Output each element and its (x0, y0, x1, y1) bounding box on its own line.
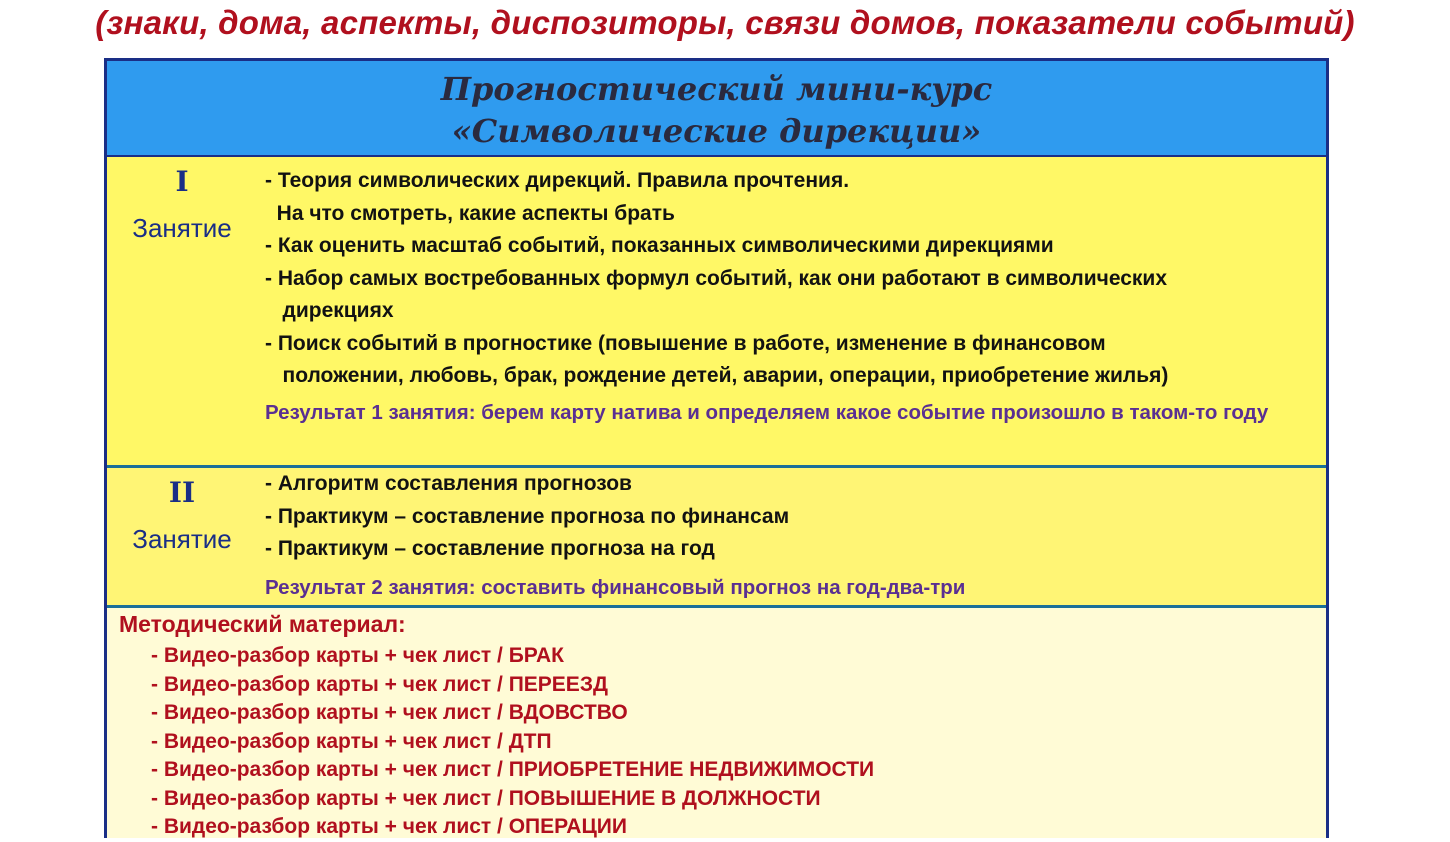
lesson-1-result: Результат 1 занятия: берем карту натива и определяем какое событие произошло в таком-то году (265, 401, 1269, 424)
list-item: - Практикум – составление прогноза по финансам (265, 504, 790, 528)
list-item: - Видео-разбор карты + чек лист / БРАК (151, 644, 564, 667)
list-item: - Видео-разбор карты + чек лист / ПЕРЕЕЗД (151, 672, 608, 696)
lesson-1-block (107, 157, 1326, 468)
list-item: - Видео-разбор карты + чек лист / ВДОВСТВО (151, 701, 628, 724)
lesson-1-topics (265, 165, 1168, 393)
lesson-2-label: Занятие (132, 524, 232, 554)
list-item: - Видео-разбор карты + чек лист / ДТП (151, 729, 552, 753)
lesson-1-label: Занятие (132, 213, 232, 243)
lesson-2-number: II (168, 476, 196, 509)
lesson-2-topics (265, 468, 789, 566)
lesson-2-block (107, 468, 1326, 608)
list-item: На что смотреть, какие аспекты брать (265, 201, 675, 225)
methodical-material (107, 608, 1326, 838)
list-item: - Как оценить масштаб событий, показанных символическими дирекциями (265, 234, 1054, 257)
list-item: - Алгоритм составления прогнозов (265, 472, 632, 495)
course-name: «Символические дирекции» (451, 112, 982, 150)
lesson-2-result: Результат 2 занятия: составить финансовый прогноз на год-два-три (265, 576, 966, 599)
methodical-list (151, 642, 874, 842)
list-item: положении, любовь, брак, рождение детей, аварии, операции, приобретение жилья) (265, 364, 1169, 387)
course-title-band (107, 61, 1326, 157)
page-subtitle: (знаки, дома, аспекты, диспозиторы, связи домов, показатели событий) (95, 4, 1355, 41)
list-item: - Теория символических дирекций. Правила прочтения. (265, 169, 850, 192)
list-item: - Поиск событий в прогностике (повышение в работе, изменение в финансовом (265, 331, 1106, 355)
list-item: - Видео-разбор карты + чек лист / ПРИОБРЕТЕНИЕ НЕДВИЖИМОСТИ (151, 758, 875, 781)
list-item: - Набор самых востребованных формул событий, как они работают в символических (265, 266, 1168, 290)
methodical-title: Методический материал: (119, 611, 406, 637)
list-item: - Практикум – составление прогноза на год (265, 537, 715, 560)
list-item: - Видео-разбор карты + чек лист / ОПЕРАЦИИ (151, 815, 627, 838)
lesson-1-number: I (175, 165, 189, 198)
course-title: Прогностический мини-курс (440, 70, 993, 108)
list-item: - Видео-разбор карты + чек лист / ПОВЫШЕНИЕ В ДОЛЖНОСТИ (151, 786, 821, 810)
course-panel (104, 58, 1329, 838)
list-item: дирекциях (265, 299, 394, 322)
